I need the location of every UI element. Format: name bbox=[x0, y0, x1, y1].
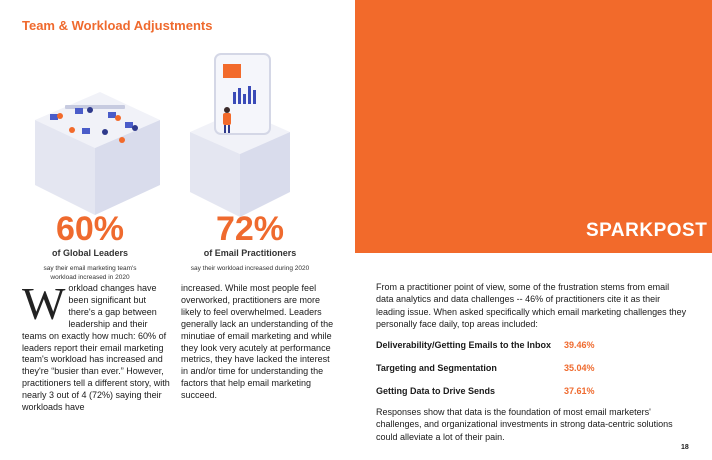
drop-cap: W bbox=[22, 278, 66, 329]
body-column-2 bbox=[181, 283, 337, 402]
stat-description bbox=[180, 264, 320, 273]
sparkpost-logo bbox=[586, 220, 707, 242]
stat-description-line: say their workload increased during 2020 bbox=[190, 265, 310, 272]
stat-label: of Global Leaders bbox=[51, 248, 129, 258]
stat-email-practitioners bbox=[180, 212, 320, 273]
challenge-value: 39.46% bbox=[564, 340, 595, 350]
challenge-label: Deliverability/Getting Emails to the Inbox bbox=[376, 340, 552, 350]
challenge-value: 35.04% bbox=[564, 363, 595, 373]
right-outro-paragraph: Responses show that data is the foundation of most email marketers' challenges, and organizational investments in strong data-centric solutions could alleviate a lot of their pain. bbox=[376, 407, 673, 442]
challenge-row bbox=[376, 340, 595, 350]
team-illustration bbox=[20, 80, 170, 220]
page-number: 18 bbox=[681, 444, 689, 451]
section-title: Team & Workload Adjustments bbox=[22, 18, 213, 33]
stat-global-leaders bbox=[30, 212, 150, 282]
challenge-value: 37.61% bbox=[564, 386, 595, 396]
stat-description-line: say their email marketing team's bbox=[43, 265, 137, 272]
stat-description-line: workload increased in 2020 bbox=[50, 274, 130, 281]
challenge-row bbox=[376, 363, 595, 373]
logo-text: SPARKPOST bbox=[586, 220, 708, 241]
body-column-1 bbox=[22, 278, 174, 414]
challenge-label: Targeting and Segmentation bbox=[376, 363, 497, 373]
column-2-text: increased. While most people feel overworked, practitioners are more likely to feel overwhelmed. Leaders generally lack an understanding of the minutiae of email marketing and while they look very acutely at performance metrics, they have lacked the interest in and/or time for understanding the factors that help email marketing succeed. bbox=[181, 283, 334, 401]
stat-percent: 72% bbox=[215, 210, 285, 248]
stat-label: of Email Practitioners bbox=[203, 248, 297, 258]
right-intro-paragraph: From a practitioner point of view, some of the frustration stems from email data analytics and data challenges -- 46% of practitioners cite it as their leading issue. When asked specifically which email marketing challenges they personally face daily, top areas included: bbox=[376, 282, 687, 329]
column-1-text: orkload changes have been significant but there's a gap between leadership and their teams on exactly how much: 60% of leaders report their email marketing team's workload has increased and they're “busier than ever.” However, practitioners tell a different story, with nearly 3 out of 4 (72%) saying their workloads have bbox=[22, 283, 170, 413]
challenge-label: Getting Data to Drive Sends bbox=[376, 386, 496, 396]
stat-percent: 60% bbox=[55, 210, 125, 248]
tablet-chart-illustration bbox=[185, 52, 295, 222]
orange-panel bbox=[355, 0, 712, 253]
challenge-row bbox=[376, 386, 595, 396]
